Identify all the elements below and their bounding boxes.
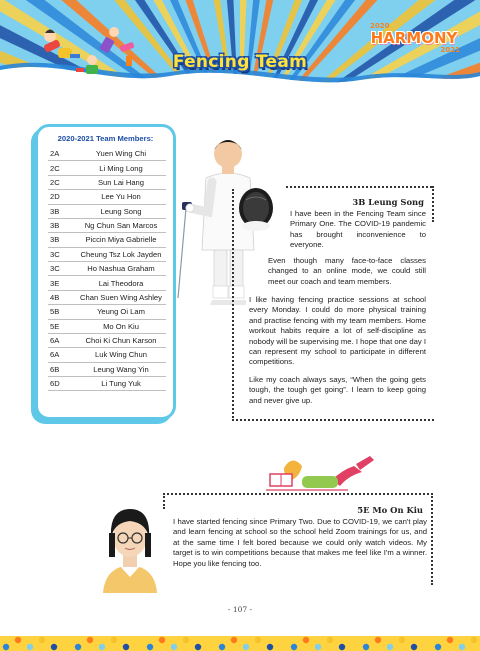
- member-row: [48, 247, 166, 261]
- footer-dot: [423, 637, 429, 643]
- member-row: [48, 190, 166, 204]
- footer-dot: [87, 637, 93, 643]
- footer-dot: [243, 644, 249, 650]
- footer-dot: [315, 644, 321, 650]
- footer-dot: [447, 637, 453, 643]
- footer-dot: [399, 637, 405, 643]
- page-number: - 107 -: [227, 605, 253, 614]
- song-paragraph-2: Even though many face-to-face classes changed to an online mode, we could still meet our coach and team members.: [268, 256, 426, 286]
- member-name: Cheung Tsz Lok Jayden: [76, 247, 166, 261]
- footer-dot: [99, 644, 105, 650]
- footer-dot: [3, 644, 9, 650]
- footer-dot: [15, 637, 21, 643]
- member-row: [48, 348, 166, 362]
- footer-dot: [303, 637, 309, 643]
- badge-word: HARMONY: [370, 29, 458, 47]
- footer-dot: [111, 637, 117, 643]
- footer-dot: [219, 644, 225, 650]
- footer-dot: [63, 637, 69, 643]
- footer-dot: [411, 644, 417, 650]
- member-name: Yeung Oi Lam: [76, 305, 166, 319]
- footer-dot: [327, 637, 333, 643]
- member-class: 6A: [48, 348, 76, 362]
- footer-dot: [339, 644, 345, 650]
- footer-dot: [387, 644, 393, 650]
- footer-dot: [255, 637, 261, 643]
- member-class: 5B: [48, 305, 76, 319]
- member-name: Sun Lai Hang: [76, 175, 166, 189]
- song-name: 3B Leung Song: [352, 197, 424, 207]
- footer-dot: [267, 644, 273, 650]
- member-row: [48, 377, 166, 391]
- footer-dot: [375, 637, 381, 643]
- member-class: 2A: [48, 147, 76, 161]
- member-class: 3C: [48, 247, 76, 261]
- footer-dot: [135, 637, 141, 643]
- footer-dot: [27, 644, 33, 650]
- member-class: 6D: [48, 377, 76, 391]
- member-row: [48, 262, 166, 276]
- member-class: 3C: [48, 262, 76, 276]
- members-table: [48, 147, 166, 391]
- song-paragraph-3: I like having fencing practice sessions at school every Monday. I could do more physical training and practise fencing with my team members. Home workout habits require a lot of self-discipline as nobody will be supervising me. I hope that one day I can represent my school to participate in different competitions.: [249, 295, 426, 367]
- footer-dot: [207, 637, 213, 643]
- member-name: Lai Theodora: [76, 276, 166, 290]
- footer-dot: [39, 637, 45, 643]
- footer-dot: [123, 644, 129, 650]
- page-title: Fencing Team: [172, 52, 308, 72]
- member-row: [48, 175, 166, 189]
- member-row: [48, 319, 166, 333]
- footer-pattern: [0, 636, 480, 651]
- member-row: [48, 362, 166, 376]
- member-row: [48, 233, 166, 247]
- kiu-frame-left-dots: [163, 493, 165, 509]
- footer-dot: [291, 644, 297, 650]
- song-frame-right-dots: [432, 186, 434, 222]
- footer-dot: [171, 644, 177, 650]
- member-name: Ho Nashua Graham: [76, 262, 166, 276]
- member-name: Lee Yu Hon: [76, 190, 166, 204]
- header-banner: [0, 0, 480, 92]
- member-name: Leung Song: [76, 204, 166, 218]
- member-class: 2C: [48, 161, 76, 175]
- footer-dot: [471, 637, 477, 643]
- member-class: 2D: [48, 190, 76, 204]
- kiu-name: 5E Mo On Kiu: [357, 505, 423, 515]
- badge-year-bottom: 2021: [440, 46, 460, 54]
- member-class: 3E: [48, 276, 76, 290]
- kiu-photo: [93, 493, 167, 593]
- member-name: Leung Wang Yin: [76, 362, 166, 376]
- member-class: 6B: [48, 362, 76, 376]
- member-row: [48, 290, 166, 304]
- footer-dot: [231, 637, 237, 643]
- song-frame-top-dots: [286, 186, 432, 188]
- reading-girl-illustration: [262, 450, 382, 492]
- member-row: [48, 333, 166, 347]
- footer-dot: [51, 644, 57, 650]
- footer-dot: [183, 637, 189, 643]
- member-name: Li Tung Yuk: [76, 377, 166, 391]
- member-name: Choi Ki Chun Karson: [76, 333, 166, 347]
- member-name: Mo On Kiu: [76, 319, 166, 333]
- member-class: 3B: [48, 233, 76, 247]
- footer-dot: [159, 637, 165, 643]
- song-paragraph-1: I have been in the Fencing Team since Primary One. The COVID-19 pandemic has brought inconvenience to everyone.: [290, 209, 426, 250]
- member-name: Li Ming Long: [76, 161, 166, 175]
- member-row: [48, 204, 166, 218]
- member-class: 5E: [48, 319, 76, 333]
- members-card: [35, 124, 176, 420]
- footer-dot: [279, 637, 285, 643]
- member-name: Luk Wing Chun: [76, 348, 166, 362]
- members-heading: 2020-2021 Team Members:: [57, 134, 154, 143]
- footer-dot: [459, 644, 465, 650]
- member-class: 6A: [48, 333, 76, 347]
- song-paragraph-4: Like my coach always says, “When the going gets tough, the tough get going”. I learn to keep going and never give up.: [249, 375, 426, 405]
- member-name: Ng Chun San Marcos: [76, 218, 166, 232]
- member-name: Chan Suen Wing Ashley: [76, 290, 166, 304]
- footer-dot: [351, 637, 357, 643]
- badge-year-top: 2020: [370, 22, 390, 30]
- footer-dot: [435, 644, 441, 650]
- harmony-badge: [366, 22, 462, 54]
- member-class: 4B: [48, 290, 76, 304]
- member-name: Piccin Miya Gabrielle: [76, 233, 166, 247]
- footer-dot: [75, 644, 81, 650]
- member-row: [48, 161, 166, 175]
- member-row: [48, 218, 166, 232]
- member-row: [48, 305, 166, 319]
- member-class: 2C: [48, 175, 76, 189]
- footer-dot: [363, 644, 369, 650]
- member-row: [48, 276, 166, 290]
- member-class: 3B: [48, 218, 76, 232]
- member-name: Yuen Wing Chi: [76, 147, 166, 161]
- kiu-paragraph: I have started fencing since Primary Two. Due to COVID-19, we can't play and learn fencing at school so the school held Zoom trainings for us, and at the same time I felt bored because we could only watch videos. My target is to win competitions because that makes me feel like I'm a winner. Hope you like fencing too.: [173, 517, 427, 568]
- footer-dot: [147, 644, 153, 650]
- member-row: [48, 147, 166, 161]
- member-class: 3B: [48, 204, 76, 218]
- footer-dot: [195, 644, 201, 650]
